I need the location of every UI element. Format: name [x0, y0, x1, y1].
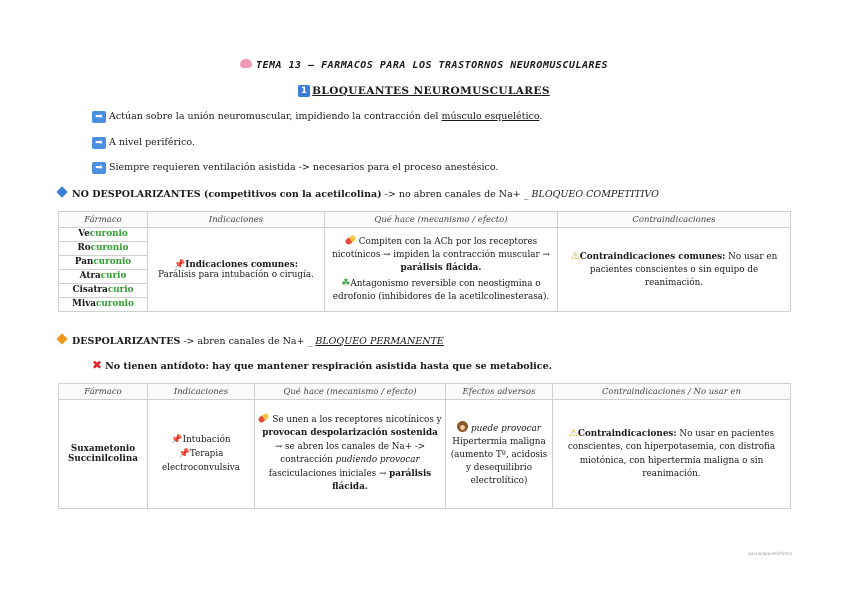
warning-icon: ⚠: [570, 250, 580, 262]
clover-icon: ☘: [341, 277, 351, 289]
drug-vecuronio: Vecuronio: [59, 228, 147, 242]
table-header-row: Fármaco Indicaciones Qué hace (mecanismo / efecto) Contraindicaciones: [59, 212, 791, 228]
warning-icon: ⚠: [568, 427, 578, 439]
table-row: [59, 228, 791, 312]
right-arrow-icon: ➡: [92, 111, 106, 123]
table-header-row: Fármaco Indicaciones Qué hace (mecanismo / efecto) Efectos adversos Contraindicaciones / No usar en: [59, 384, 791, 400]
footer-note: pascal/apuntes/farma: [748, 551, 792, 556]
contraindications-cell: ⚠Contraindicaciones comunes: No usar en pacientes conscientes o sin equipo de reanimación.: [558, 228, 791, 312]
pushpin-icon: 📌: [174, 259, 186, 270]
drug-list: [59, 228, 148, 312]
drug-cisatracurio: Cisatracurio: [59, 284, 147, 298]
section-no-despolarizantes-heading: NO DESPOLARIZANTES (competitivos con la acetilcolina) -> no abren canales de Na+ _ BLOQUEO COMPETITIVO: [58, 188, 659, 200]
intro-point-2: ➡ A nivel periférico.: [92, 137, 195, 149]
adverse-effects-cell: puede provocar Hipertermia maligna (aumento Tº, acidosis y desequilibrio electrolítico): [446, 400, 553, 509]
right-arrow-icon: ➡: [92, 162, 106, 174]
drug-cell: Suxametonio Succinilcolina: [59, 400, 148, 509]
intro-point-3: ➡ Siempre requieren ventilación asistida -> necesarios para el proceso anestésico.: [92, 162, 498, 174]
see-no-evil-monkey-icon: [457, 421, 468, 432]
indications-cell: 📌Indicaciones comunes: Parálisis para intubación o cirugía.: [148, 228, 325, 312]
indications-cell: 📌Intubación 📌Terapia electroconvulsiva: [148, 400, 255, 509]
right-arrow-icon: ➡: [92, 137, 106, 149]
blue-diamond-icon: [56, 186, 67, 197]
no-antidote-warning: ✖ No tienen antídoto: hay que mantener respiración asistida hasta que se metabolice.: [92, 358, 552, 372]
drug-mivacurio: Mivacuronio: [72, 299, 134, 309]
drug-rocuronio: Rocuronio: [59, 242, 147, 256]
pill-icon: [258, 412, 270, 423]
table-row: [59, 400, 791, 509]
pushpin-icon: 📌: [171, 435, 183, 445]
drug-atracurio: Atracurio: [59, 270, 147, 284]
no-despolarizantes-table: [58, 211, 791, 312]
page-title: TEMA 13 — FARMACOS PARA LOS TRASTORNOS NEUROMUSCULARES: [0, 59, 848, 71]
mechanism-cell: Se unen a los receptores nicotínicos y provocan despolarización sostenida → se abren los canales de Na+ -> contracción pudiendo provocar fasciculaciones iniciales → parálisis flácida.: [255, 400, 446, 509]
contraindications-cell: ⚠Contraindicaciones: No usar en pacientes conscientes, con hiperpotasemia, con distrofia miotónica, con hipertermia maligna o sin reanimación.: [553, 400, 791, 509]
pill-icon: [344, 234, 356, 245]
orange-diamond-icon: [56, 333, 67, 344]
cross-mark-icon: ✖: [92, 358, 103, 372]
section-despolarizantes-heading: DESPOLARIZANTES -> abren canales de Na+ _ BLOQUEO PERMANENTE: [58, 335, 444, 347]
brain-icon: [240, 59, 252, 68]
section-title: 1 BLOQUEANTES NEUROMUSCULARES: [0, 85, 848, 97]
despolarizantes-table: [58, 383, 791, 509]
mechanism-cell: Compiten con la ACh por los receptores nicotínicos → impiden la contracción muscular → parálisis flácida. ☘Antagonismo reversible con neostigmina o edrofonio (inhibidores de la acetilcolinesterasa).: [325, 228, 558, 312]
drug-pancuronio: Pancuronio: [59, 256, 147, 270]
intro-point-1: ➡ Actúan sobre la unión neuromuscular, impidiendo la contracción del músculo esquelético.: [92, 111, 542, 123]
pushpin-icon: 📌: [178, 449, 190, 459]
number-one-icon: 1: [298, 85, 310, 97]
